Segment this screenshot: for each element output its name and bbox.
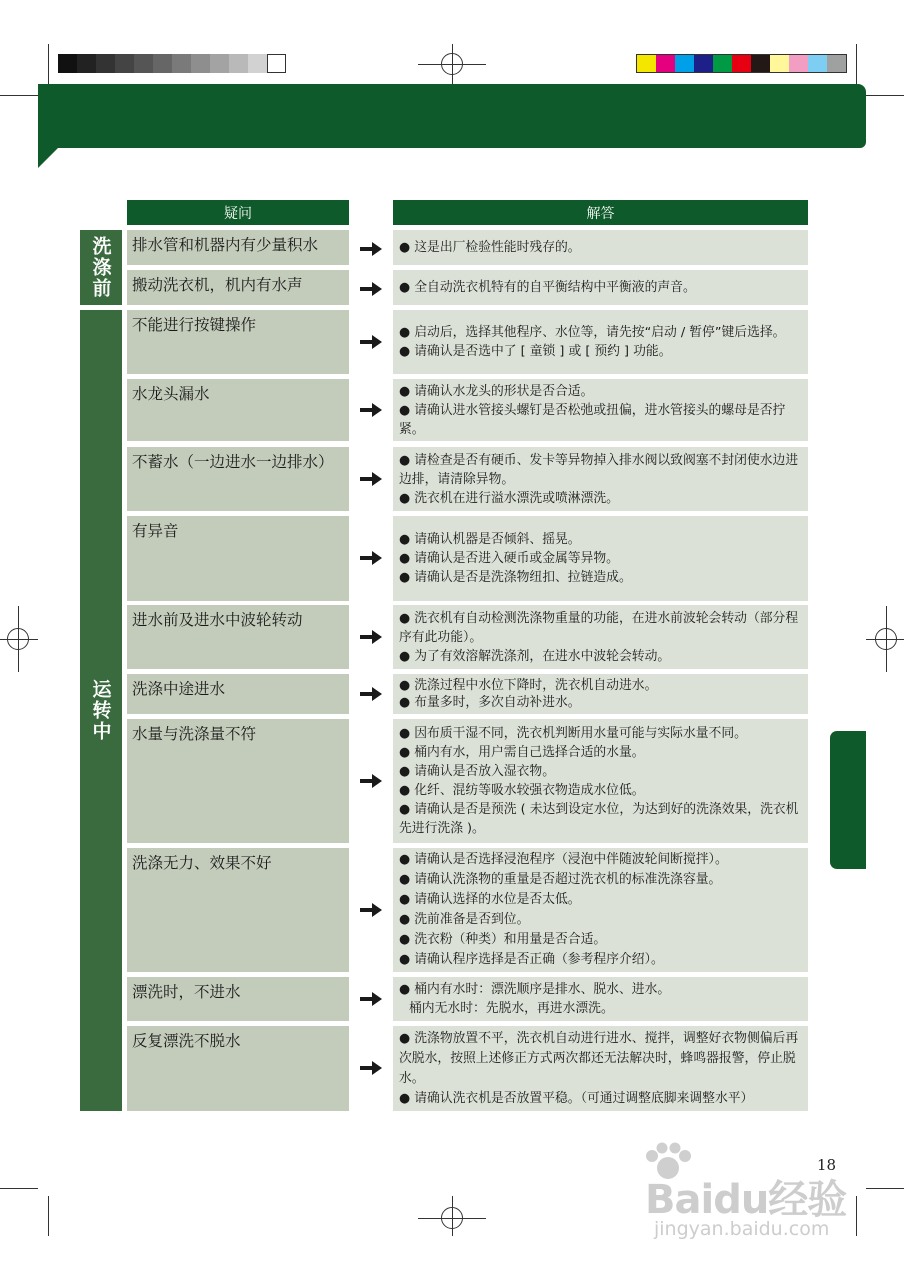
- section-label-during-run: 运转中: [80, 310, 122, 1111]
- gray-swatch: [77, 54, 96, 73]
- answer-line: ● 洗涤物放置不平，洗衣机自动进行进水、搅拌，调整好衣物侧偏后再次脱水，按照上述修正方式两次都还无法解决时，蜂鸣器报警，停止脱水。: [399, 1030, 799, 1086]
- answer-cell: [393, 310, 808, 374]
- answer-line: ● 这是出厂检验性能时残存的。: [399, 240, 581, 255]
- page-number: 18: [817, 1156, 837, 1174]
- question-cell: 有异音: [127, 516, 349, 601]
- gray-swatch: [248, 54, 267, 73]
- answer-cell: [393, 605, 808, 669]
- answer-line: ● 桶内有水，用户需自己选择合适的水量。: [399, 745, 645, 760]
- answer-line: ● 请确认是否放入湿衣物。: [399, 764, 555, 779]
- crop-mark: [856, 44, 857, 84]
- registration-line: [452, 1196, 453, 1236]
- crop-mark: [48, 1196, 49, 1236]
- answer-line: ● 洗衣粉（种类）和用量是否合适。: [399, 932, 607, 947]
- arrow-right-icon: [358, 332, 384, 352]
- answer-cell: [393, 447, 808, 511]
- registration-line: [18, 606, 19, 672]
- gray-swatch: [115, 54, 134, 73]
- answer-line: ● 洗前准备是否到位。: [399, 912, 530, 927]
- arrow-right-icon: [358, 400, 384, 420]
- gray-swatch: [210, 54, 229, 73]
- arrow-right-icon: [358, 548, 384, 568]
- answer-line: ● 桶内有水时：漂洗顺序是排水、脱水、进水。: [399, 982, 671, 997]
- arrow-right-icon: [358, 279, 384, 299]
- answer-cell: [393, 379, 808, 441]
- gray-swatch: [58, 54, 77, 73]
- crop-mark: [0, 95, 38, 96]
- answer-line: 桶内无水时：先脱水，再进水漂洗。: [409, 1001, 614, 1016]
- question-cell: 不蓄水（一边进水一边排水）: [127, 447, 349, 511]
- answer-line: ● 布量多时，多次自动补进水。: [399, 695, 581, 710]
- gray-swatch: [267, 54, 286, 73]
- answer-cell: [393, 516, 808, 601]
- question-cell: 反复漂洗不脱水: [127, 1026, 349, 1111]
- header-answer-label: 解答: [586, 205, 615, 222]
- gray-swatch: [96, 54, 115, 73]
- answer-line: ● 全自动洗衣机特有的自平衡结构中平衡液的声音。: [399, 280, 696, 295]
- answer-line: ● 启动后，选择其他程序、水位等，请先按“启动 / 暂停”键后选择。: [399, 325, 786, 340]
- answer-line: ● 请确认选择的水位是否太低。: [399, 892, 581, 907]
- question-cell: 漂洗时，不进水: [127, 977, 349, 1021]
- color-bar-frame: [636, 54, 847, 73]
- crop-mark: [866, 1188, 904, 1189]
- arrow-right-icon: [358, 989, 384, 1009]
- arrow-right-icon: [358, 469, 384, 489]
- answer-line: ● 请确认洗涤物的重量是否超过洗衣机的标准洗涤容量。: [399, 872, 722, 887]
- answer-line: ● 请确认是否进入硬币或金属等异物。: [399, 551, 619, 566]
- registration-line: [452, 44, 453, 84]
- question-cell: 进水前及进水中波轮转动: [127, 605, 349, 669]
- arrow-right-icon: [358, 771, 384, 791]
- arrow-right-icon: [358, 627, 384, 647]
- answer-line: ● 因布质干湿不同，洗衣机判断用水量可能与实际水量不同。: [399, 726, 747, 741]
- gray-swatch: [134, 54, 153, 73]
- question-cell: 水龙头漏水: [127, 379, 349, 441]
- header-answer: [393, 200, 808, 225]
- question-cell: 水量与洗涤量不符: [127, 719, 349, 843]
- header-question: [127, 200, 349, 225]
- registration-line: [866, 639, 904, 640]
- answer-cell: [393, 977, 808, 1021]
- header-banner-tail: [38, 146, 60, 168]
- answer-line: ● 请确认水龙头的形状是否合适。: [399, 383, 594, 399]
- crop-mark: [856, 1196, 857, 1236]
- watermark-brand: Baidu经验: [645, 1177, 847, 1223]
- question-cell: 搬动洗衣机，机内有水声: [127, 270, 349, 305]
- answer-line: ● 请确认程序选择是否正确（参考程序介绍）。: [399, 952, 664, 967]
- answer-line: ● 请确认洗衣机是否放置平稳。（可通过调整底脚来调整水平）: [399, 1090, 754, 1106]
- answer-cell: [393, 1026, 808, 1111]
- answer-line: ● 请确认是否是洗涤物纽扣、拉链造成。: [399, 570, 632, 585]
- answer-line: ● 洗衣机有自动检测洗涤物重量的功能，在进水前波轮会转动（部分程序有此功能）。: [399, 610, 799, 645]
- side-index-tab: [830, 731, 866, 869]
- section-label-before-wash: 洗涤前: [80, 230, 122, 305]
- answer-cell: [393, 674, 808, 714]
- gray-swatch: [191, 54, 210, 73]
- question-cell: 洗涤中途进水: [127, 674, 349, 714]
- gray-swatch: [153, 54, 172, 73]
- arrow-right-icon: [358, 900, 384, 920]
- answer-cell: [393, 230, 808, 265]
- answer-cell: [393, 848, 808, 972]
- answer-cell: [393, 719, 808, 843]
- crop-mark: [866, 95, 904, 96]
- answer-line: ● 洗衣机在进行溢水漂洗或喷淋漂洗。: [399, 490, 619, 506]
- answer-line: ● 请确认是否是预洗 ( 未达到设定水位，为达到好的洗涤效果，洗衣机先进行洗涤 )。: [399, 802, 799, 836]
- watermark-url: jingyan.baidu.com: [654, 1218, 830, 1240]
- gray-swatch: [172, 54, 191, 73]
- question-cell: 洗涤无力、效果不好: [127, 848, 349, 972]
- answer-line: ● 请确认机器是否倾斜、摇晃。: [399, 532, 581, 547]
- question-cell: 不能进行按键操作: [127, 310, 349, 374]
- answer-line: ● 洗涤过程中水位下降时，洗衣机自动进水。: [399, 678, 658, 693]
- answer-line: ● 请确认进水管接头螺钉是否松弛或扭偏，进水管接头的螺母是否拧紧。: [399, 402, 786, 437]
- registration-line: [0, 639, 38, 640]
- answer-line: ● 化纤、混纺等吸水较强衣物造成水位低。: [399, 783, 645, 798]
- arrow-right-icon: [358, 239, 384, 259]
- answer-line: ● 请检查是否有硬币、发卡等异物掉入排水阀以致阀塞不封闭使水边进边排，请清除异物。: [399, 452, 799, 487]
- answer-line: ● 为了有效溶解洗涤剂，在进水中波轮会转动。: [399, 648, 671, 664]
- answer-line: ● 请确认是否选择浸泡程序（浸泡中伴随波轮间断搅拌）。: [399, 852, 728, 867]
- header-banner: [38, 84, 866, 148]
- registration-line: [886, 606, 887, 672]
- crop-mark: [0, 1188, 38, 1189]
- gray-swatch: [229, 54, 248, 73]
- question-cell: 排水管和机器内有少量积水: [127, 230, 349, 265]
- crop-mark: [48, 44, 49, 84]
- answer-line: ● 请确认是否选中了 [ 童锁 ] 或 [ 预约 ] 功能。: [399, 344, 672, 359]
- header-question-label: 疑问: [224, 205, 252, 222]
- arrow-right-icon: [358, 1058, 384, 1078]
- arrow-right-icon: [358, 684, 384, 704]
- answer-cell: [393, 270, 808, 305]
